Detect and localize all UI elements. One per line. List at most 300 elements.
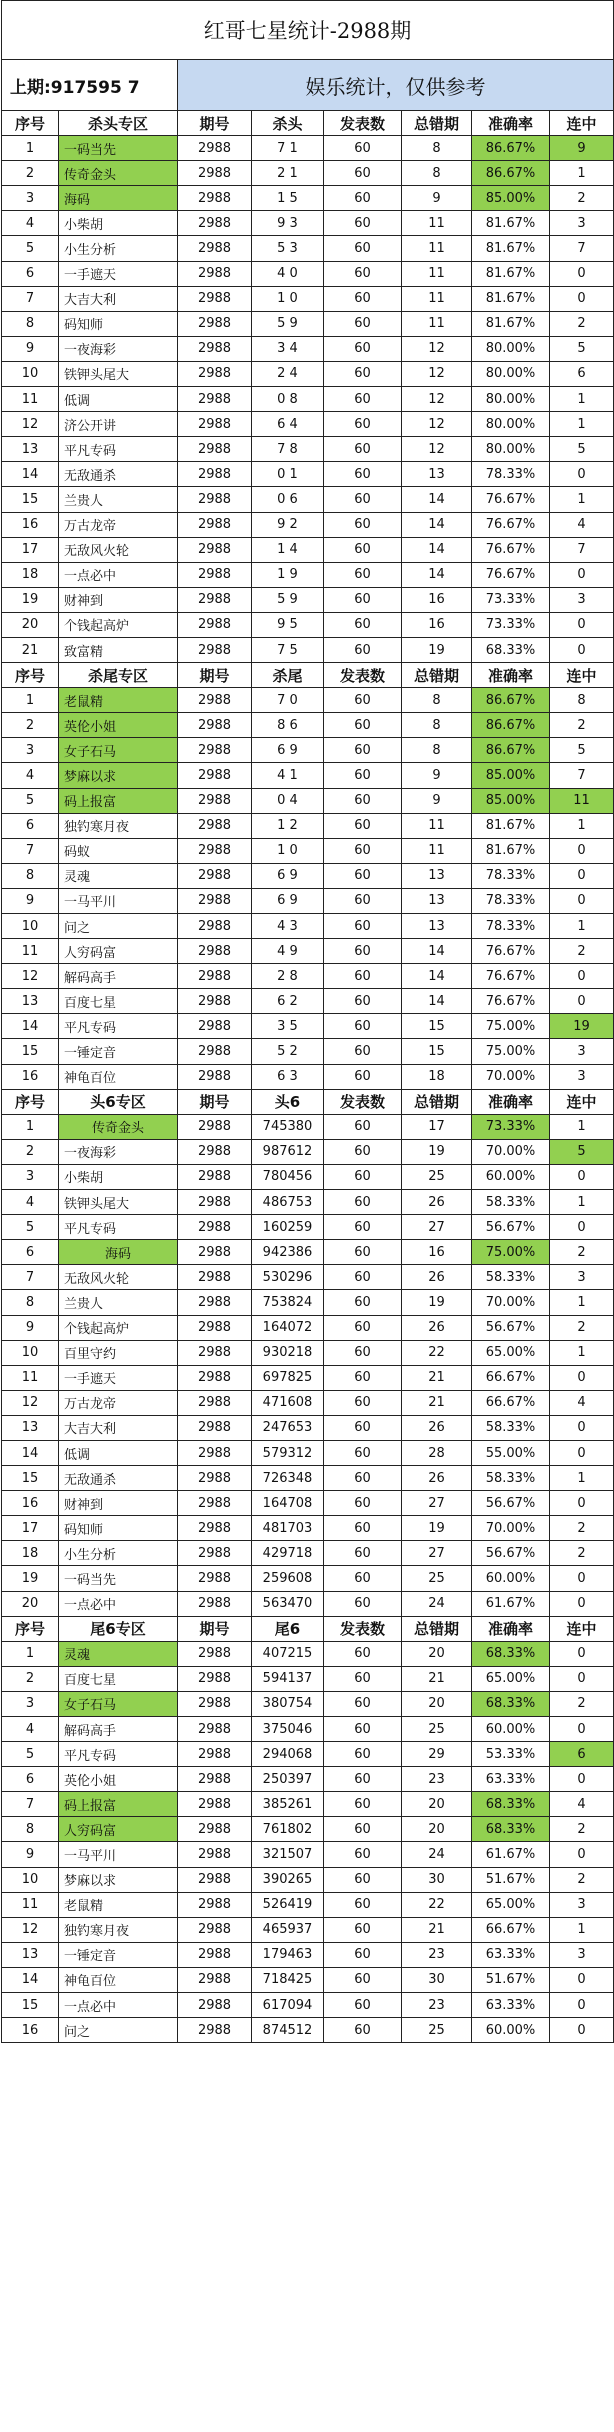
cell-expert-name: 济公开讲 bbox=[59, 412, 178, 437]
section-header-row bbox=[2, 663, 614, 688]
table-row bbox=[2, 562, 614, 587]
cell-streak: 4 bbox=[550, 1390, 614, 1415]
cell-streak: 4 bbox=[550, 1792, 614, 1817]
cell-accuracy: 63.33% bbox=[472, 1993, 550, 2018]
cell-value: 465937 bbox=[252, 1917, 324, 1942]
column-header-accuracy: 准确率 bbox=[472, 1089, 550, 1114]
cell-expert-name: 问之 bbox=[59, 2018, 178, 2043]
cell-value: 2 4 bbox=[252, 361, 324, 386]
cell-expert-name: 梦麻以求 bbox=[59, 763, 178, 788]
cell-published-count: 60 bbox=[324, 286, 402, 311]
column-header-value: 尾6 bbox=[252, 1616, 324, 1641]
cell-value: 874512 bbox=[252, 2018, 324, 2043]
cell-expert-name: 铁钾头尾大 bbox=[59, 361, 178, 386]
cell-value: 1 0 bbox=[252, 286, 324, 311]
cell-total-errors: 12 bbox=[402, 412, 472, 437]
cell-accuracy: 51.67% bbox=[472, 1867, 550, 1892]
cell-index: 14 bbox=[2, 1967, 59, 1992]
cell-period: 2988 bbox=[178, 412, 252, 437]
cell-streak: 2 bbox=[550, 311, 614, 336]
cell-expert-name: 英伦小姐 bbox=[59, 713, 178, 738]
cell-period: 2988 bbox=[178, 863, 252, 888]
cell-period: 2988 bbox=[178, 838, 252, 863]
cell-expert-name: 传奇金头 bbox=[59, 1114, 178, 1139]
cell-value: 1 5 bbox=[252, 186, 324, 211]
cell-index: 4 bbox=[2, 211, 59, 236]
cell-published-count: 60 bbox=[324, 412, 402, 437]
table-row bbox=[2, 788, 614, 813]
cell-index: 2 bbox=[2, 1139, 59, 1164]
cell-streak: 3 bbox=[550, 1265, 614, 1290]
cell-accuracy: 80.00% bbox=[472, 437, 550, 462]
cell-total-errors: 8 bbox=[402, 161, 472, 186]
cell-total-errors: 26 bbox=[402, 1415, 472, 1440]
disclaimer-note: 娱乐统计，仅供参考 bbox=[178, 60, 614, 111]
cell-value: 179463 bbox=[252, 1942, 324, 1967]
column-header-period: 期号 bbox=[178, 1616, 252, 1641]
cell-accuracy: 76.67% bbox=[472, 939, 550, 964]
cell-expert-name: 财神到 bbox=[59, 587, 178, 612]
cell-index: 6 bbox=[2, 1240, 59, 1265]
cell-value: 5 2 bbox=[252, 1039, 324, 1064]
cell-accuracy: 80.00% bbox=[472, 336, 550, 361]
cell-index: 14 bbox=[2, 1014, 59, 1039]
cell-index: 9 bbox=[2, 1315, 59, 1340]
cell-index: 10 bbox=[2, 1867, 59, 1892]
cell-index: 11 bbox=[2, 387, 59, 412]
table-row bbox=[2, 813, 614, 838]
table-row bbox=[2, 1365, 614, 1390]
cell-published-count: 60 bbox=[324, 637, 402, 662]
cell-index: 1 bbox=[2, 136, 59, 161]
cell-total-errors: 16 bbox=[402, 1240, 472, 1265]
cell-value: 9 5 bbox=[252, 612, 324, 637]
cell-index: 6 bbox=[2, 813, 59, 838]
cell-streak: 0 bbox=[550, 888, 614, 913]
column-header-published-count: 发表数 bbox=[324, 1089, 402, 1114]
cell-streak: 0 bbox=[550, 2018, 614, 2043]
cell-published-count: 60 bbox=[324, 1666, 402, 1691]
cell-index: 4 bbox=[2, 763, 59, 788]
cell-published-count: 60 bbox=[324, 1742, 402, 1767]
cell-value: 697825 bbox=[252, 1365, 324, 1390]
cell-accuracy: 65.00% bbox=[472, 1892, 550, 1917]
table-row bbox=[2, 1190, 614, 1215]
cell-published-count: 60 bbox=[324, 537, 402, 562]
cell-accuracy: 70.00% bbox=[472, 1064, 550, 1089]
column-header-total-errors: 总错期 bbox=[402, 111, 472, 136]
cell-period: 2988 bbox=[178, 788, 252, 813]
cell-period: 2988 bbox=[178, 637, 252, 662]
cell-index: 5 bbox=[2, 788, 59, 813]
cell-accuracy: 76.67% bbox=[472, 512, 550, 537]
cell-accuracy: 58.33% bbox=[472, 1466, 550, 1491]
cell-streak: 2 bbox=[550, 1315, 614, 1340]
cell-expert-name: 独钓寒月夜 bbox=[59, 813, 178, 838]
cell-total-errors: 23 bbox=[402, 1942, 472, 1967]
cell-period: 2988 bbox=[178, 1792, 252, 1817]
cell-published-count: 60 bbox=[324, 136, 402, 161]
cell-total-errors: 11 bbox=[402, 261, 472, 286]
column-header-index: 序号 bbox=[2, 1616, 59, 1641]
cell-published-count: 60 bbox=[324, 1641, 402, 1666]
cell-value: 486753 bbox=[252, 1190, 324, 1215]
cell-published-count: 60 bbox=[324, 1014, 402, 1039]
column-header-value: 头6 bbox=[252, 1089, 324, 1114]
cell-value: 5 9 bbox=[252, 587, 324, 612]
table-row bbox=[2, 1014, 614, 1039]
cell-expert-name: 海码 bbox=[59, 1240, 178, 1265]
cell-published-count: 60 bbox=[324, 1942, 402, 1967]
cell-index: 3 bbox=[2, 1164, 59, 1189]
cell-accuracy: 78.33% bbox=[472, 888, 550, 913]
cell-accuracy: 80.00% bbox=[472, 361, 550, 386]
cell-streak: 1 bbox=[550, 1114, 614, 1139]
cell-published-count: 60 bbox=[324, 964, 402, 989]
cell-expert-name: 百度七星 bbox=[59, 989, 178, 1014]
column-header-period: 期号 bbox=[178, 1089, 252, 1114]
cell-expert-name: 一手遮天 bbox=[59, 261, 178, 286]
cell-accuracy: 68.33% bbox=[472, 1641, 550, 1666]
table-row bbox=[2, 1942, 614, 1967]
cell-streak: 1 bbox=[550, 487, 614, 512]
cell-total-errors: 26 bbox=[402, 1315, 472, 1340]
cell-streak: 0 bbox=[550, 1993, 614, 2018]
cell-total-errors: 11 bbox=[402, 311, 472, 336]
cell-accuracy: 53.33% bbox=[472, 1742, 550, 1767]
table-row bbox=[2, 1315, 614, 1340]
cell-value: 0 1 bbox=[252, 462, 324, 487]
cell-expert-name: 一夜海彩 bbox=[59, 1139, 178, 1164]
cell-index: 7 bbox=[2, 838, 59, 863]
cell-streak: 0 bbox=[550, 1566, 614, 1591]
cell-index: 5 bbox=[2, 236, 59, 261]
cell-accuracy: 56.67% bbox=[472, 1491, 550, 1516]
cell-expert-name: 平凡专码 bbox=[59, 1215, 178, 1240]
cell-value: 563470 bbox=[252, 1591, 324, 1616]
cell-index: 16 bbox=[2, 1064, 59, 1089]
cell-index: 4 bbox=[2, 1717, 59, 1742]
cell-expert-name: 英伦小姐 bbox=[59, 1767, 178, 1792]
cell-published-count: 60 bbox=[324, 311, 402, 336]
cell-accuracy: 76.67% bbox=[472, 537, 550, 562]
cell-total-errors: 11 bbox=[402, 838, 472, 863]
cell-published-count: 60 bbox=[324, 1440, 402, 1465]
cell-accuracy: 75.00% bbox=[472, 1014, 550, 1039]
cell-index: 1 bbox=[2, 688, 59, 713]
cell-accuracy: 78.33% bbox=[472, 863, 550, 888]
cell-expert-name: 一点必中 bbox=[59, 1993, 178, 2018]
cell-accuracy: 60.00% bbox=[472, 1164, 550, 1189]
cell-value: 250397 bbox=[252, 1767, 324, 1792]
cell-value: 471608 bbox=[252, 1390, 324, 1415]
cell-index: 10 bbox=[2, 1340, 59, 1365]
table-row bbox=[2, 738, 614, 763]
table-row bbox=[2, 1666, 614, 1691]
cell-accuracy: 68.33% bbox=[472, 1792, 550, 1817]
cell-streak: 1 bbox=[550, 914, 614, 939]
column-header-published-count: 发表数 bbox=[324, 111, 402, 136]
cell-accuracy: 78.33% bbox=[472, 462, 550, 487]
cell-streak: 0 bbox=[550, 1666, 614, 1691]
cell-expert-name: 海码 bbox=[59, 186, 178, 211]
cell-total-errors: 14 bbox=[402, 964, 472, 989]
stats-table bbox=[1, 0, 614, 2043]
cell-published-count: 60 bbox=[324, 863, 402, 888]
cell-index: 13 bbox=[2, 1942, 59, 1967]
cell-value: 942386 bbox=[252, 1240, 324, 1265]
cell-value: 407215 bbox=[252, 1641, 324, 1666]
cell-accuracy: 86.67% bbox=[472, 161, 550, 186]
cell-streak: 0 bbox=[550, 1491, 614, 1516]
cell-total-errors: 13 bbox=[402, 888, 472, 913]
cell-published-count: 60 bbox=[324, 1114, 402, 1139]
cell-streak: 0 bbox=[550, 1591, 614, 1616]
cell-total-errors: 12 bbox=[402, 336, 472, 361]
cell-index: 5 bbox=[2, 1215, 59, 1240]
cell-value: 987612 bbox=[252, 1139, 324, 1164]
cell-published-count: 60 bbox=[324, 1491, 402, 1516]
table-row bbox=[2, 136, 614, 161]
cell-published-count: 60 bbox=[324, 1892, 402, 1917]
table-row bbox=[2, 888, 614, 913]
cell-expert-name: 大吉大利 bbox=[59, 286, 178, 311]
table-row bbox=[2, 1993, 614, 2018]
cell-streak: 0 bbox=[550, 1440, 614, 1465]
cell-total-errors: 27 bbox=[402, 1215, 472, 1240]
cell-accuracy: 80.00% bbox=[472, 387, 550, 412]
cell-period: 2988 bbox=[178, 964, 252, 989]
cell-accuracy: 81.67% bbox=[472, 813, 550, 838]
cell-accuracy: 66.67% bbox=[472, 1390, 550, 1415]
table-row bbox=[2, 1491, 614, 1516]
cell-value: 481703 bbox=[252, 1516, 324, 1541]
cell-published-count: 60 bbox=[324, 1817, 402, 1842]
cell-value: 1 2 bbox=[252, 813, 324, 838]
cell-value: 3 5 bbox=[252, 1014, 324, 1039]
cell-index: 14 bbox=[2, 1440, 59, 1465]
cell-published-count: 60 bbox=[324, 1265, 402, 1290]
cell-accuracy: 61.67% bbox=[472, 1842, 550, 1867]
cell-total-errors: 25 bbox=[402, 1566, 472, 1591]
cell-published-count: 60 bbox=[324, 1390, 402, 1415]
cell-value: 9 3 bbox=[252, 211, 324, 236]
cell-period: 2988 bbox=[178, 1315, 252, 1340]
cell-accuracy: 60.00% bbox=[472, 2018, 550, 2043]
cell-expert-name: 大吉大利 bbox=[59, 1415, 178, 1440]
cell-published-count: 60 bbox=[324, 361, 402, 386]
cell-published-count: 60 bbox=[324, 1164, 402, 1189]
cell-index: 13 bbox=[2, 989, 59, 1014]
cell-total-errors: 15 bbox=[402, 1014, 472, 1039]
cell-period: 2988 bbox=[178, 2018, 252, 2043]
cell-period: 2988 bbox=[178, 1641, 252, 1666]
cell-index: 8 bbox=[2, 1817, 59, 1842]
cell-streak: 0 bbox=[550, 1215, 614, 1240]
table-row bbox=[2, 2018, 614, 2043]
cell-expert-name: 女子石马 bbox=[59, 1691, 178, 1716]
table-row bbox=[2, 863, 614, 888]
cell-value: 294068 bbox=[252, 1742, 324, 1767]
cell-index: 4 bbox=[2, 1190, 59, 1215]
cell-accuracy: 58.33% bbox=[472, 1190, 550, 1215]
cell-total-errors: 23 bbox=[402, 1993, 472, 2018]
cell-value: 380754 bbox=[252, 1691, 324, 1716]
cell-period: 2988 bbox=[178, 1666, 252, 1691]
cell-published-count: 60 bbox=[324, 336, 402, 361]
column-header-index: 序号 bbox=[2, 111, 59, 136]
cell-expert-name: 码知师 bbox=[59, 311, 178, 336]
cell-total-errors: 12 bbox=[402, 361, 472, 386]
cell-total-errors: 9 bbox=[402, 788, 472, 813]
cell-expert-name: 一码当先 bbox=[59, 1566, 178, 1591]
cell-value: 4 0 bbox=[252, 261, 324, 286]
cell-index: 1 bbox=[2, 1641, 59, 1666]
cell-published-count: 60 bbox=[324, 914, 402, 939]
cell-accuracy: 70.00% bbox=[472, 1139, 550, 1164]
cell-total-errors: 21 bbox=[402, 1390, 472, 1415]
table-row bbox=[2, 361, 614, 386]
cell-total-errors: 11 bbox=[402, 236, 472, 261]
cell-accuracy: 85.00% bbox=[472, 788, 550, 813]
cell-value: 247653 bbox=[252, 1415, 324, 1440]
cell-index: 9 bbox=[2, 1842, 59, 1867]
cell-total-errors: 8 bbox=[402, 713, 472, 738]
cell-value: 6 3 bbox=[252, 1064, 324, 1089]
cell-period: 2988 bbox=[178, 1717, 252, 1742]
cell-expert-name: 独钓寒月夜 bbox=[59, 1917, 178, 1942]
cell-published-count: 60 bbox=[324, 838, 402, 863]
cell-total-errors: 14 bbox=[402, 537, 472, 562]
cell-published-count: 60 bbox=[324, 1240, 402, 1265]
cell-total-errors: 21 bbox=[402, 1666, 472, 1691]
column-header-total-errors: 总错期 bbox=[402, 663, 472, 688]
cell-total-errors: 26 bbox=[402, 1190, 472, 1215]
cell-value: 7 0 bbox=[252, 688, 324, 713]
table-row bbox=[2, 688, 614, 713]
column-header-expert-name: 尾6专区 bbox=[59, 1616, 178, 1641]
cell-total-errors: 8 bbox=[402, 136, 472, 161]
cell-expert-name: 小生分析 bbox=[59, 236, 178, 261]
cell-streak: 3 bbox=[550, 1064, 614, 1089]
cell-published-count: 60 bbox=[324, 1566, 402, 1591]
cell-published-count: 60 bbox=[324, 1190, 402, 1215]
cell-period: 2988 bbox=[178, 989, 252, 1014]
table-row bbox=[2, 1917, 614, 1942]
cell-expert-name: 百里守约 bbox=[59, 1340, 178, 1365]
cell-accuracy: 86.67% bbox=[472, 136, 550, 161]
cell-value: 1 9 bbox=[252, 562, 324, 587]
cell-expert-name: 一手遮天 bbox=[59, 1365, 178, 1390]
cell-period: 2988 bbox=[178, 1917, 252, 1942]
cell-expert-name: 码上报富 bbox=[59, 788, 178, 813]
table-row bbox=[2, 1440, 614, 1465]
cell-expert-name: 平凡专码 bbox=[59, 1014, 178, 1039]
cell-streak: 2 bbox=[550, 1516, 614, 1541]
cell-accuracy: 75.00% bbox=[472, 1240, 550, 1265]
cell-total-errors: 13 bbox=[402, 863, 472, 888]
cell-total-errors: 26 bbox=[402, 1466, 472, 1491]
cell-period: 2988 bbox=[178, 1265, 252, 1290]
cell-period: 2988 bbox=[178, 612, 252, 637]
cell-published-count: 60 bbox=[324, 1917, 402, 1942]
table-row bbox=[2, 161, 614, 186]
cell-streak: 0 bbox=[550, 1164, 614, 1189]
cell-total-errors: 25 bbox=[402, 1717, 472, 1742]
cell-period: 2988 bbox=[178, 1842, 252, 1867]
cell-expert-name: 一锤定音 bbox=[59, 1039, 178, 1064]
cell-accuracy: 76.67% bbox=[472, 989, 550, 1014]
cell-streak: 0 bbox=[550, 838, 614, 863]
cell-index: 15 bbox=[2, 1039, 59, 1064]
cell-value: 745380 bbox=[252, 1114, 324, 1139]
cell-value: 321507 bbox=[252, 1842, 324, 1867]
cell-published-count: 60 bbox=[324, 1967, 402, 1992]
cell-value: 780456 bbox=[252, 1164, 324, 1189]
cell-value: 753824 bbox=[252, 1290, 324, 1315]
cell-expert-name: 女子石马 bbox=[59, 738, 178, 763]
cell-index: 6 bbox=[2, 261, 59, 286]
cell-streak: 0 bbox=[550, 462, 614, 487]
cell-accuracy: 70.00% bbox=[472, 1290, 550, 1315]
cell-accuracy: 65.00% bbox=[472, 1340, 550, 1365]
cell-streak: 0 bbox=[550, 286, 614, 311]
cell-period: 2988 bbox=[178, 1290, 252, 1315]
table-row bbox=[2, 537, 614, 562]
cell-period: 2988 bbox=[178, 1039, 252, 1064]
cell-published-count: 60 bbox=[324, 161, 402, 186]
cell-streak: 2 bbox=[550, 186, 614, 211]
table-row bbox=[2, 512, 614, 537]
cell-streak: 6 bbox=[550, 361, 614, 386]
table-row bbox=[2, 713, 614, 738]
cell-expert-name: 财神到 bbox=[59, 1491, 178, 1516]
cell-value: 390265 bbox=[252, 1867, 324, 1892]
cell-published-count: 60 bbox=[324, 713, 402, 738]
cell-value: 385261 bbox=[252, 1792, 324, 1817]
cell-total-errors: 13 bbox=[402, 462, 472, 487]
cell-streak: 3 bbox=[550, 1942, 614, 1967]
cell-index: 6 bbox=[2, 1767, 59, 1792]
column-header-streak: 连中 bbox=[550, 111, 614, 136]
table-row bbox=[2, 1516, 614, 1541]
cell-streak: 2 bbox=[550, 1541, 614, 1566]
cell-period: 2988 bbox=[178, 1440, 252, 1465]
cell-value: 259608 bbox=[252, 1566, 324, 1591]
cell-published-count: 60 bbox=[324, 888, 402, 913]
cell-index: 8 bbox=[2, 863, 59, 888]
page-title: 红哥七星统计-2988期 bbox=[2, 1, 614, 60]
column-header-published-count: 发表数 bbox=[324, 663, 402, 688]
table-row bbox=[2, 1817, 614, 1842]
cell-total-errors: 11 bbox=[402, 813, 472, 838]
cell-published-count: 60 bbox=[324, 1415, 402, 1440]
cell-accuracy: 80.00% bbox=[472, 412, 550, 437]
cell-expert-name: 神龟百位 bbox=[59, 1064, 178, 1089]
cell-index: 15 bbox=[2, 487, 59, 512]
column-header-value: 杀头 bbox=[252, 111, 324, 136]
cell-published-count: 60 bbox=[324, 1691, 402, 1716]
column-header-streak: 连中 bbox=[550, 1089, 614, 1114]
cell-total-errors: 30 bbox=[402, 1967, 472, 1992]
cell-value: 0 6 bbox=[252, 487, 324, 512]
cell-expert-name: 码蚁 bbox=[59, 838, 178, 863]
cell-period: 2988 bbox=[178, 1190, 252, 1215]
column-header-period: 期号 bbox=[178, 663, 252, 688]
cell-expert-name: 人穷码富 bbox=[59, 939, 178, 964]
table-row bbox=[2, 989, 614, 1014]
cell-accuracy: 85.00% bbox=[472, 186, 550, 211]
